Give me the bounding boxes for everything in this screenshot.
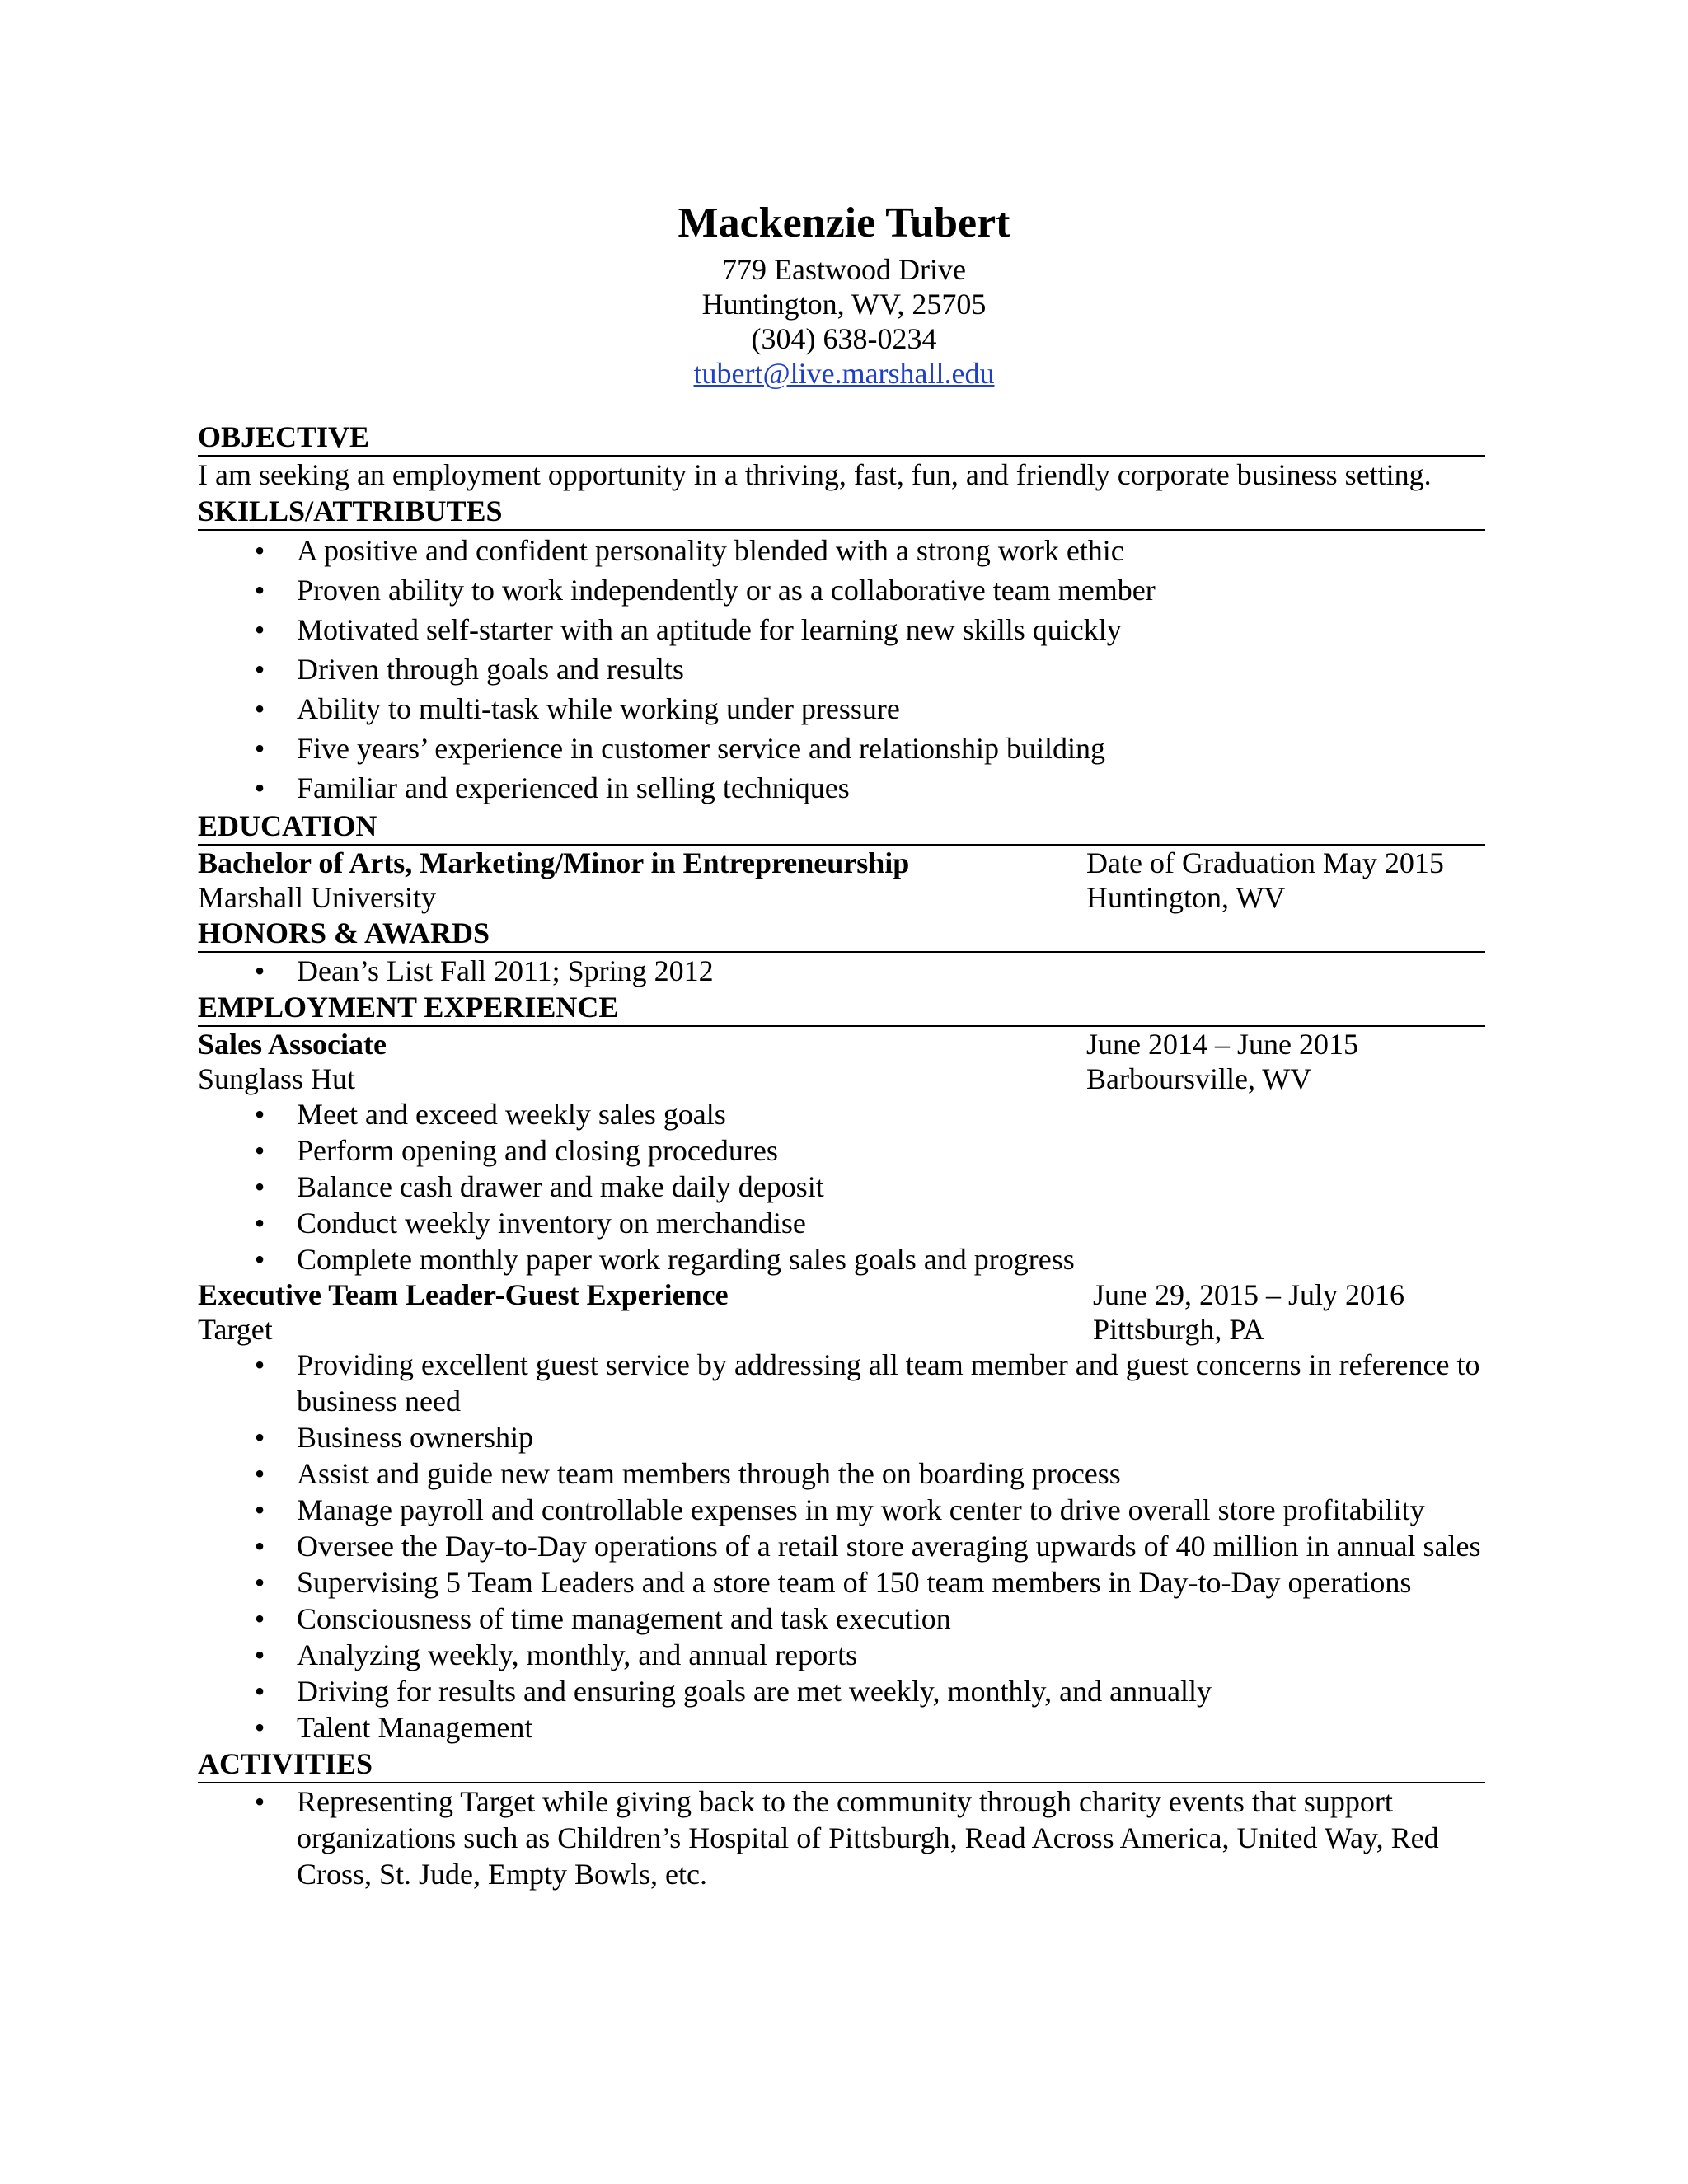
address-line-1: 779 Eastwood Drive [722, 253, 966, 286]
list-item: • Driving for results and ensuring goals are met weekly, monthly, and annually [198, 1673, 1485, 1709]
bullet-icon: • [254, 771, 265, 804]
list-item: • Complete monthly paper work regarding sales goals and progress [198, 1241, 1485, 1277]
bullet-icon: • [254, 1566, 265, 1599]
bullet-icon: • [254, 1421, 265, 1454]
employment-heading: EMPLOYMENT EXPERIENCE [198, 989, 1485, 1027]
list-item: • Conduct weekly inventory on merchandise [198, 1205, 1485, 1241]
school-name: Marshall University [198, 881, 436, 914]
bullet-icon: • [254, 1675, 265, 1708]
education-heading: EDUCATION [198, 808, 1485, 846]
bullet-icon: • [254, 1457, 265, 1490]
list-item: • Oversee the Day-to-Day operations of a retail store averaging upwards of 40 million in annual sales [198, 1528, 1485, 1564]
bullet-icon: • [254, 1348, 265, 1381]
job-title-row [198, 1027, 1485, 1062]
job-title-row [198, 1277, 1485, 1312]
school-location: Huntington, WV [1086, 881, 1286, 914]
list-item: • Manage payroll and controllable expenses in my work center to drive overall store profitability [198, 1492, 1485, 1528]
honors-list [198, 953, 1485, 989]
job-dates: June 2014 – June 2015 [1086, 1028, 1358, 1061]
job-location: Barboursville, WV [1086, 1062, 1312, 1095]
list-item: • Meet and exceed weekly sales goals [198, 1096, 1485, 1132]
job-duties-list [198, 1096, 1485, 1277]
resume-header [0, 194, 1688, 391]
list-item: • Familiar and experienced in selling techniques [198, 768, 1485, 808]
education-degree-row [198, 846, 1485, 880]
list-item: • Five years’ experience in customer service and relationship building [198, 729, 1485, 768]
bullet-icon: • [254, 732, 265, 765]
list-item: • Ability to multi-task while working under pressure [198, 689, 1485, 729]
bullet-icon: • [254, 1711, 265, 1744]
list-item: • Proven ability to work independently or as a collaborative team member [198, 570, 1485, 610]
list-item: • Supervising 5 Team Leaders and a store team of 150 team members in Day-to-Day operations [198, 1564, 1485, 1601]
list-item: • Driven through goals and results [198, 649, 1485, 689]
bullet-icon: • [254, 1785, 265, 1818]
bullet-icon: • [254, 692, 265, 725]
job-location: Pittsburgh, PA [1093, 1313, 1265, 1346]
education-school-row [198, 880, 1485, 915]
list-item: • Perform opening and closing procedures [198, 1132, 1485, 1169]
address-line-2: Huntington, WV, 25705 [701, 288, 987, 321]
job-company-row [198, 1312, 1485, 1347]
skills-heading: SKILLS/ATTRIBUTES [198, 493, 1485, 531]
list-item: • Balance cash drawer and make daily deposit [198, 1169, 1485, 1205]
bullet-icon: • [254, 1638, 265, 1671]
bullet-icon: • [254, 534, 265, 567]
bullet-icon: • [254, 1530, 265, 1563]
graduation-date: Date of Graduation May 2015 [1086, 846, 1444, 879]
list-item: • Analyzing weekly, monthly, and annual reports [198, 1637, 1485, 1673]
bullet-icon: • [254, 574, 265, 607]
bullet-icon: • [254, 954, 265, 987]
list-item: • Representing Target while giving back to the community through charity events that support organizations such as Children’s Hospital of Pittsburgh, Read Across America, United Way, Red Cross, St. Jude, Empty Bowls, etc. [198, 1783, 1485, 1892]
job-company-row [198, 1062, 1485, 1096]
bullet-icon: • [254, 1602, 265, 1635]
bullet-icon: • [254, 1170, 265, 1203]
job-title: Executive Team Leader-Guest Experience [198, 1278, 729, 1311]
bullet-icon: • [254, 1243, 265, 1276]
activities-list [198, 1783, 1485, 1892]
activities-heading: ACTIVITIES [198, 1746, 1485, 1783]
objective-text: I am seeking an employment opportunity in a thriving, fast, fun, and friendly corporate business setting. [198, 458, 1432, 491]
job-company: Target [198, 1313, 273, 1346]
bullet-icon: • [254, 1134, 265, 1167]
bullet-icon: • [254, 613, 265, 646]
job-duties-list [198, 1347, 1485, 1746]
list-item: • Consciousness of time management and task execution [198, 1601, 1485, 1637]
phone-number: (304) 638-0234 [751, 322, 937, 355]
list-item: • Assist and guide new team members through the on boarding process [198, 1455, 1485, 1492]
honors-heading: HONORS & AWARDS [198, 915, 1485, 953]
job-company: Sunglass Hut [198, 1062, 356, 1095]
objective-heading: OBJECTIVE [198, 419, 1485, 457]
bullet-icon: • [254, 653, 265, 686]
email-link[interactable]: tubert@live.marshall.edu [693, 357, 995, 390]
bullet-icon: • [254, 1493, 265, 1526]
skills-list [198, 531, 1485, 808]
list-item: • A positive and confident personality blended with a strong work ethic [198, 531, 1485, 570]
list-item: • Business ownership [198, 1419, 1485, 1455]
resume-body [198, 419, 1485, 1892]
bullet-icon: • [254, 1207, 265, 1240]
job-title: Sales Associate [198, 1028, 387, 1061]
list-item: • Dean’s List Fall 2011; Spring 2012 [198, 953, 1485, 989]
degree-title: Bachelor of Arts, Marketing/Minor in Entrepreneurship [198, 846, 910, 879]
candidate-name: Mackenzie Tubert [678, 199, 1010, 246]
list-item: • Talent Management [198, 1709, 1485, 1746]
list-item: • Providing excellent guest service by addressing all team member and guest concerns in reference to business need [198, 1347, 1485, 1419]
job-dates: June 29, 2015 – July 2016 [1093, 1278, 1404, 1311]
bullet-icon: • [254, 1098, 265, 1131]
list-item: • Motivated self-starter with an aptitude for learning new skills quickly [198, 610, 1485, 649]
